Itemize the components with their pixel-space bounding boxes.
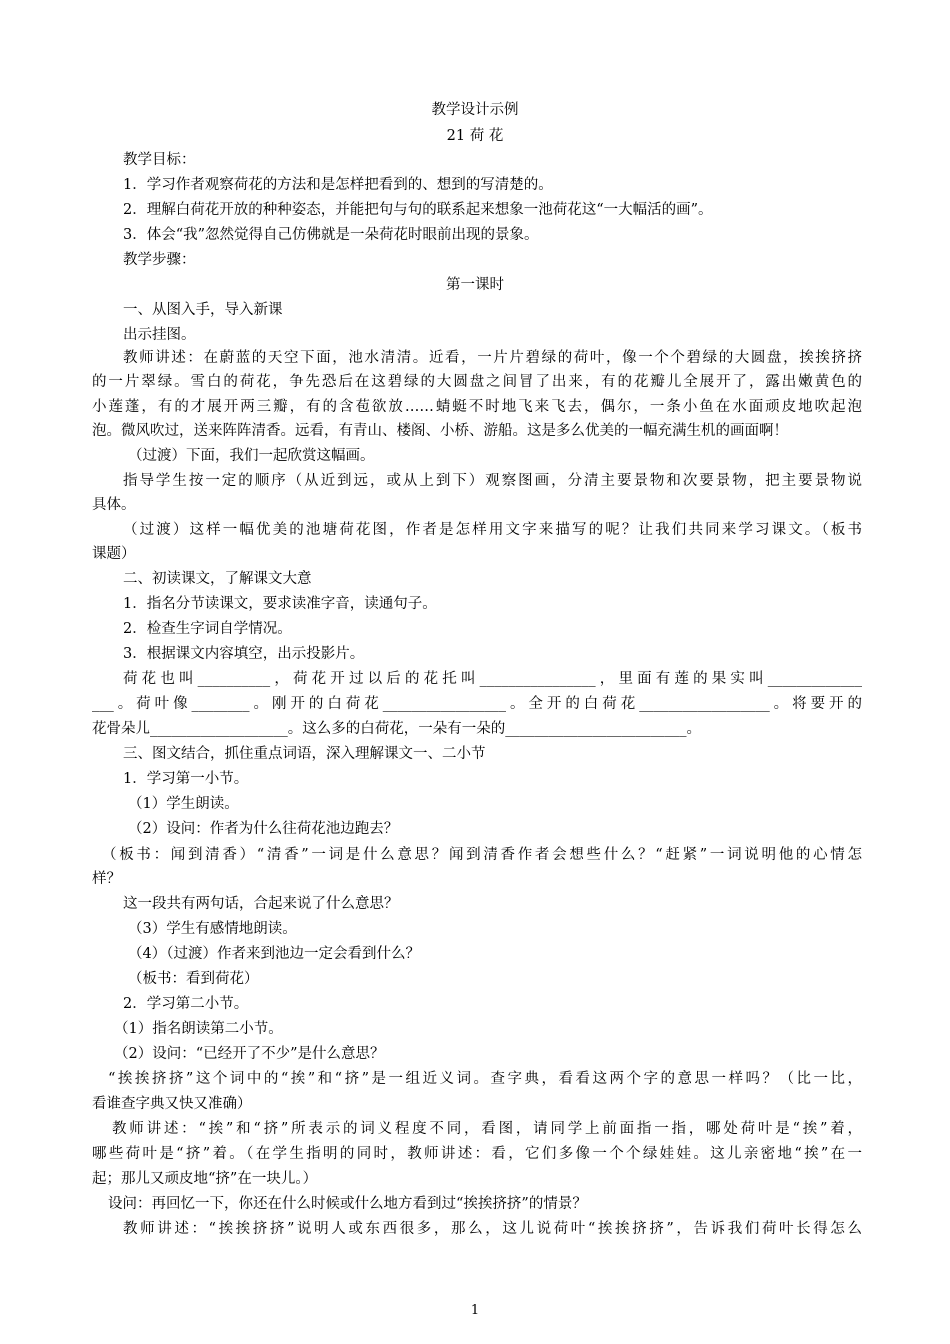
- section-heading-1: 一、从图入手，导入新课: [123, 302, 283, 318]
- fill-in-line: 花骨朵儿___________________。这么多的白荷花，一朵有一朵的_________________________。: [92, 721, 701, 737]
- paragraph-line: 具体。: [92, 497, 136, 513]
- paragraph-line: 教师讲述：“挨”和“挤”所表示的词义程度不同，看图，请同学上前面指一指，哪处荷叶是“挨”着，: [112, 1121, 862, 1137]
- objective-2: 2．理解白荷花开放的种种姿态，并能把句与句的联系起来想象一池荷花这“一大幅活的画”。: [123, 202, 713, 218]
- page-number: 1: [470, 1303, 480, 1318]
- objective-3: 3．体会“我”忽然觉得自己仿佛就是一朵荷花时眼前出现的景象。: [123, 227, 539, 243]
- paragraph-line: 2．学习第二小节。: [123, 996, 249, 1012]
- paragraph-line: 1．学习第一小节。: [123, 771, 249, 787]
- paragraph-line: 泡。微风吹过，送来阵阵清香。远看，有青山、楼阁、小桥、游船。这是多么优美的一幅充满生机的画面啊！: [92, 423, 788, 439]
- paragraph-line: 的一片翠绿。雪白的荷花，争先恐后在这碧绿的大圆盘之间冒了出来，有的花瓣儿全展开了，露出嫩黄色的: [92, 374, 862, 390]
- paragraph-line: （板书：闻到清香）“清香”一词是什么意思？闻到清香作者会想些什么？“赶紧”一词说明他的心情怎: [102, 847, 862, 863]
- paragraph-line: “挨挨挤挤”这个词中的“挨”和“挤”是一组近义词。查字典，看看这两个字的意思一样吗？（比一比，: [108, 1071, 862, 1087]
- fill-in-line: 荷花也叫__________，荷花开过以后的花托叫________________，里面有莲的果实叫_____________: [123, 671, 862, 687]
- paragraph-line: 指导学生按一定的顺序（从近到远，或从上到下）观察图画，分清主要景物和次要景物，把主要景物说: [123, 473, 862, 489]
- paragraph-line: 起；那儿又顽皮地“挤”在一块儿。）: [92, 1171, 318, 1187]
- section-heading-2: 二、初读课文，了解课文大意: [123, 571, 312, 587]
- paragraph-line: （4）（过渡）作者来到池边一定会看到什么？: [128, 946, 420, 962]
- paragraph-line: 设问：再回忆一下，你还在什么时候或什么地方看到过“挨挨挤挤”的情景？: [108, 1196, 587, 1212]
- heading-first-lesson: 第一课时: [446, 277, 504, 293]
- paragraph-line: （3）学生有感情地朗读。: [128, 921, 297, 937]
- paragraph-line: （过渡）这样一幅优美的池塘荷花图，作者是怎样用文字来描写的呢？让我们共同来学习课文。（板书: [123, 522, 862, 538]
- paragraph-line: 出示挂图。: [123, 327, 196, 343]
- paragraph-line: 哪些荷叶是“挤”着。（在学生指明的同时，教师讲述：看，它们多像一个个绿娃娃。这儿亲密地“挨”在一: [92, 1146, 862, 1162]
- paragraph-line: 2．检查生字词自学情况。: [123, 621, 292, 637]
- paragraph-line: 1．指名分节读课文，要求读准字音，读通句子。: [123, 596, 437, 612]
- heading-steps: 教学步骤：: [123, 252, 196, 268]
- paragraph-line: （1）学生朗读。: [128, 796, 239, 812]
- objective-1: 1．学习作者观察荷花的方法和是怎样把看到的、想到的写清楚的。: [123, 177, 553, 193]
- paragraph-line: 这一段共有两句话，合起来说了什么意思？: [123, 896, 399, 912]
- paragraph-line: 教师讲述：“挨挨挤挤”说明人或东西很多，那么，这儿说荷叶“挨挨挤挤”，告诉我们荷叶长得怎么: [123, 1221, 862, 1237]
- lesson-title: 21 荷 花: [446, 128, 504, 144]
- paragraph-line: （板书：看到荷花）: [128, 971, 259, 987]
- fill-in-line: ___。荷叶像________。刚开的白荷花_________________。全开的白荷花__________________。将要开的: [92, 696, 862, 712]
- document-title: 教学设计示例: [431, 102, 519, 118]
- paragraph-line: 小莲蓬，有的才展开两三瓣，有的含苞欲放……蜻蜓不时地飞来飞去，偶尔，一条小鱼在水面顽皮地吹起泡: [92, 399, 862, 415]
- heading-objectives: 教学目标：: [123, 152, 196, 168]
- paragraph-line: 教师讲述：在蔚蓝的天空下面，池水清清。近看，一片片碧绿的荷叶，像一个个碧绿的大圆盘，挨挨挤挤: [123, 350, 862, 366]
- paragraph-line: 课题）: [92, 546, 136, 562]
- paragraph-line: （2）设问：“已经开了不少”是什么意思？: [114, 1046, 385, 1062]
- paragraph-line: （1）指名朗读第二小节。: [114, 1021, 283, 1037]
- paragraph-line: 3．根据课文内容填空，出示投影片。: [123, 646, 365, 662]
- paragraph-line: （2）设问：作者为什么往荷花池边跑去？: [128, 821, 399, 837]
- paragraph-line: （过渡）下面，我们一起欣赏这幅画。: [128, 448, 375, 464]
- section-heading-3: 三、图文结合，抓住重点词语，深入理解课文一、二小节: [123, 746, 486, 762]
- paragraph-line: 看谁查字典又快又准确）: [92, 1096, 252, 1112]
- paragraph-line: 样？: [92, 871, 121, 887]
